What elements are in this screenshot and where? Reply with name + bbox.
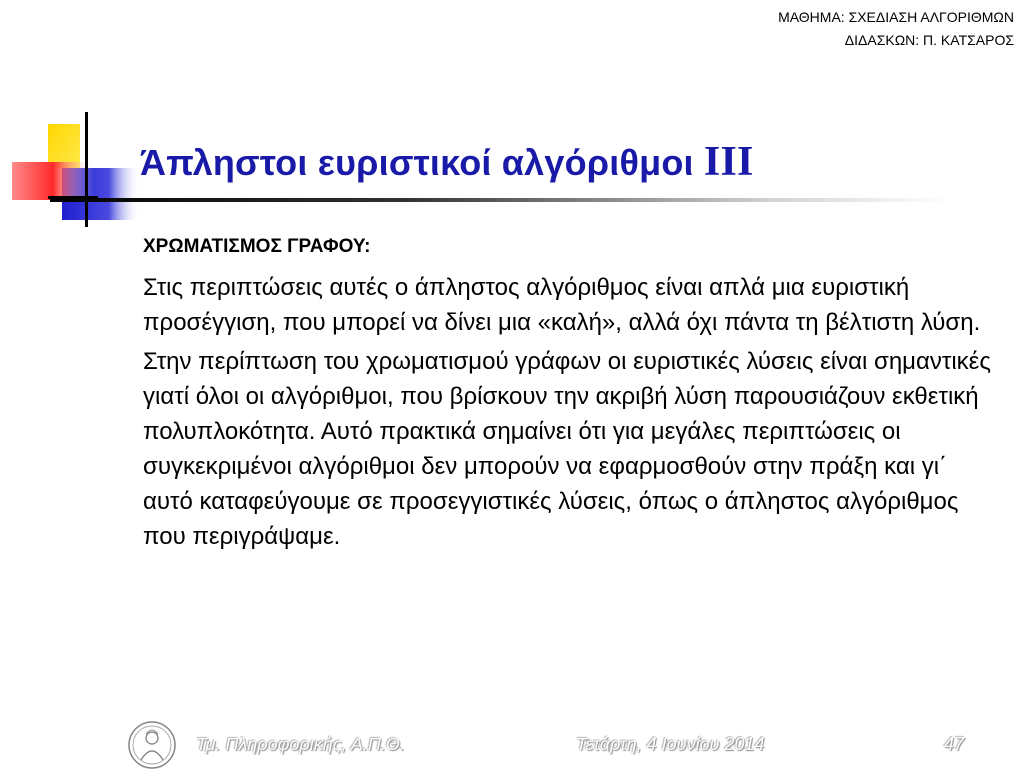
footer-page-number: 47 <box>944 734 965 754</box>
title-underline <box>50 198 950 202</box>
footer-department: Τμ. Πληροφορικής, Α.Π.Θ. <box>196 734 405 754</box>
vertical-line <box>85 112 88 227</box>
footer-date: Τετάρτη, 4 Ιουνίου 2014 <box>576 734 765 754</box>
slide-content <box>143 236 1003 558</box>
decorative-squares-logo <box>0 0 160 240</box>
instructor-label: ΔΙΔΑΣΚΩΝ: Π. ΚΑΤΣΑΡΟΣ <box>844 32 1014 48</box>
slide-title-text: Άπληστοι ευριστικοί αλγόριθμοι <box>140 142 694 183</box>
red-square <box>12 162 94 200</box>
paragraph-1: Στις περιπτώσεις αυτές ο άπληστος αλγόριθμος είναι απλά μια ευριστική προσέγγιση, που μπορεί να δίνει μια «καλή», αλλά όχι πάντα τη βέλτιστη λύση. <box>143 274 981 336</box>
yellow-square <box>48 124 80 168</box>
paragraph-2: Στην περίπτωση του χρωματισμού γράφων οι ευριστικές λύσεις είναι σημαντικές γιατί όλοι οι αλγόριθμοι, που βρίσκουν την ακριβή λύση παρουσιάζουν εκθετική πολυπλοκότητα. Αυτό πρακτικά σημαίνει ότι για μεγάλες περιπτώσεις οι συγκεκριμένοι αλγόριθμοι δεν μπορούν να εφαρμοσθούν στην πράξη και γι΄ αυτό καταφεύγουμε σε προσεγγιστικές λύσεις, όπως ο άπληστος αλγόριθμος που περιγράψαμε. <box>143 348 991 550</box>
header-info <box>778 6 1014 52</box>
slide-title-roman: III <box>703 139 754 185</box>
slide-title <box>140 138 754 186</box>
course-label: ΜΑΘΗΜΑ: ΣΧΕΔΙΑΣΗ ΑΛΓΟΡΙΘΜΩΝ <box>778 9 1014 25</box>
section-heading: ΧΡΩΜΑΤΙΣΜΟΣ ΓΡΑΦΟΥ: <box>143 236 371 257</box>
slide-footer <box>0 720 1024 768</box>
university-seal-icon <box>126 720 178 770</box>
